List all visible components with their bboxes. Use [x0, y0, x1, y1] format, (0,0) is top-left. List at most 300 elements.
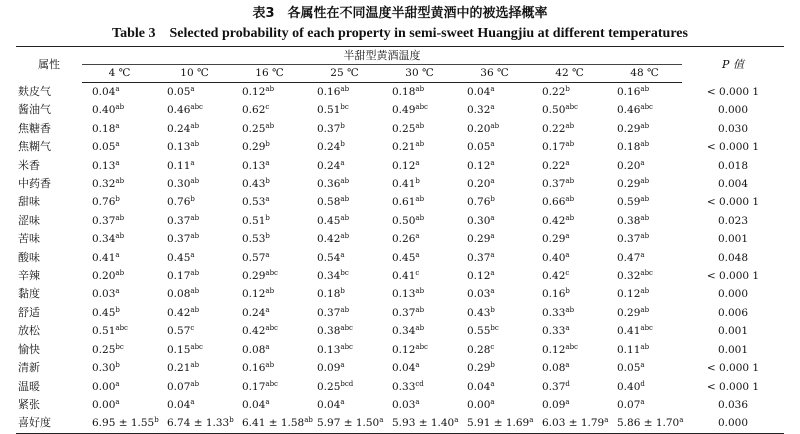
cell-value	[457, 157, 532, 175]
significance-letter: b	[490, 195, 495, 204]
cell-value	[532, 341, 607, 359]
cell-value	[82, 138, 157, 156]
cell-value	[532, 322, 607, 340]
value-number: 0.49	[392, 104, 416, 117]
value-number: 0.51	[92, 325, 116, 338]
cell-value	[457, 304, 532, 322]
header-temp-16: 16 ℃	[232, 65, 307, 83]
value-number: 0.45	[392, 251, 416, 264]
significance-letter: a	[115, 287, 120, 296]
significance-letter: abc	[265, 379, 278, 388]
significance-letter: b	[340, 287, 345, 296]
significance-letter: ab	[190, 287, 200, 296]
significance-letter: b	[490, 361, 495, 370]
cell-value	[82, 285, 157, 303]
cell-value	[607, 83, 682, 102]
cell-value	[232, 175, 307, 193]
significance-letter: d	[640, 379, 645, 388]
cell-value	[607, 414, 682, 433]
significance-letter: c	[265, 103, 270, 112]
significance-letter: cd	[415, 379, 424, 388]
value-number: 0.22	[542, 159, 566, 172]
value-number: 6.95 ± 1.55	[92, 417, 155, 430]
value-number: 0.29	[467, 362, 491, 375]
cell-value	[307, 304, 382, 322]
significance-letter: b	[190, 195, 195, 204]
cell-value	[607, 378, 682, 396]
value-number: 0.17	[242, 380, 266, 393]
significance-letter: ab	[265, 361, 275, 370]
value-number: 0.18	[617, 141, 641, 154]
cell-attribute: 温暖	[18, 379, 40, 393]
significance-letter: a	[490, 140, 495, 149]
cell-value	[457, 378, 532, 396]
value-number: 0.37	[167, 233, 191, 246]
value-number: 0.37	[317, 122, 341, 135]
significance-letter: a	[115, 85, 120, 93]
cell-value	[82, 414, 157, 433]
value-number: 0.38	[317, 325, 341, 338]
table-row	[16, 212, 784, 230]
significance-letter: a	[490, 85, 495, 93]
value-number: 0.13	[242, 159, 266, 172]
significance-letter: a	[415, 361, 420, 370]
significance-letter: a	[415, 250, 420, 259]
cell-value	[607, 304, 682, 322]
significance-letter: ab	[415, 305, 425, 314]
significance-letter: a	[490, 158, 495, 167]
cell-attribute: 涩味	[18, 213, 40, 227]
cell-value	[307, 341, 382, 359]
table-row	[16, 414, 784, 433]
significance-letter: ab	[115, 232, 125, 241]
cell-value	[157, 359, 232, 377]
cell-value	[82, 193, 157, 211]
value-number: 0.26	[392, 233, 416, 246]
significance-letter: a	[679, 416, 684, 425]
cell-value	[232, 83, 307, 102]
significance-letter: ab	[415, 324, 425, 333]
value-number: 0.37	[617, 233, 641, 246]
value-number: 0.40	[92, 104, 116, 117]
cell-value	[607, 193, 682, 211]
cell-value	[232, 193, 307, 211]
cell-attribute: 麸皮气	[18, 84, 51, 98]
cell-value	[307, 120, 382, 138]
value-number: 0.21	[167, 362, 191, 375]
significance-letter: ab	[565, 305, 575, 314]
cell-value	[382, 120, 457, 138]
cell-value	[532, 304, 607, 322]
cell-value	[157, 83, 232, 102]
value-number: 0.32	[467, 104, 491, 117]
significance-letter: a	[115, 121, 120, 130]
value-number: 0.17	[167, 270, 191, 283]
value-number: 0.40	[617, 380, 641, 393]
significance-letter: a	[265, 195, 270, 204]
value-number: 0.04	[317, 398, 341, 411]
significance-letter: a	[565, 158, 570, 167]
cell-value	[607, 157, 682, 175]
value-number: 0.05	[467, 141, 491, 154]
value-number: 0.11	[617, 343, 641, 356]
value-number: 0.30	[467, 214, 491, 227]
cell-value	[382, 285, 457, 303]
table-body	[16, 83, 784, 434]
cell-value	[157, 414, 232, 433]
value-number: 0.40	[542, 251, 566, 264]
significance-letter: ab	[640, 342, 650, 351]
significance-letter: a	[340, 250, 345, 259]
significance-letter: ab	[115, 177, 125, 186]
cell-value	[157, 120, 232, 138]
cell-attribute: 放松	[18, 324, 40, 338]
value-number: 0.15	[167, 343, 191, 356]
cell-value	[157, 249, 232, 267]
value-number: 0.59	[617, 196, 641, 209]
cell-p-value: < 0.000 1	[706, 380, 760, 393]
value-number: 0.53	[242, 233, 266, 246]
header-temp-10: 10 ℃	[157, 65, 232, 83]
value-number: 0.62	[242, 104, 266, 117]
value-number: 0.47	[617, 251, 641, 264]
cell-value	[307, 175, 382, 193]
cell-value	[232, 157, 307, 175]
significance-letter: ab	[565, 213, 575, 222]
significance-letter: ab	[640, 213, 650, 222]
table-row	[16, 175, 784, 193]
significance-letter: ab	[640, 305, 650, 314]
table-row	[16, 322, 784, 340]
table-row	[16, 138, 784, 156]
header-temp-30: 30 ℃	[382, 65, 457, 83]
cell-value	[607, 212, 682, 230]
value-number: 0.28	[467, 343, 491, 356]
significance-letter: ab	[490, 121, 500, 130]
significance-letter: abc	[565, 103, 578, 112]
cell-value	[157, 396, 232, 414]
cell-value	[457, 285, 532, 303]
cell-value	[307, 138, 382, 156]
value-number: 0.07	[617, 398, 641, 411]
significance-letter: ab	[415, 213, 425, 222]
significance-letter: ab	[565, 121, 575, 130]
cell-attribute: 喜好度	[16, 414, 82, 433]
header-attribute: 属性	[16, 47, 82, 83]
significance-letter: ab	[340, 213, 350, 222]
cell-value	[607, 341, 682, 359]
significance-letter: ab	[265, 121, 275, 130]
table-row	[16, 157, 784, 175]
table-row	[16, 83, 784, 102]
value-number: 0.30	[167, 178, 191, 191]
value-number: 0.37	[467, 251, 491, 264]
cell-value	[307, 322, 382, 340]
value-number: 0.04	[467, 380, 491, 393]
significance-letter: b	[115, 361, 120, 370]
value-number: 0.43	[242, 178, 266, 191]
value-number: 0.41	[392, 270, 416, 283]
cell-value	[307, 378, 382, 396]
significance-letter: abc	[190, 342, 203, 351]
value-number: 0.12	[542, 343, 566, 356]
value-number: 0.51	[242, 214, 266, 227]
cell-p-value: < 0.000 1	[706, 196, 760, 209]
significance-letter: b	[490, 305, 495, 314]
value-number: 0.03	[392, 398, 416, 411]
cell-value	[382, 83, 457, 102]
cell-value	[382, 304, 457, 322]
value-number: 0.24	[317, 159, 341, 172]
value-number: 6.03 ± 1.79	[542, 417, 605, 430]
significance-letter: a	[565, 397, 570, 406]
value-number: 0.46	[167, 104, 191, 117]
significance-letter: b	[265, 177, 270, 186]
significance-letter: ab	[415, 287, 425, 296]
value-number: 0.34	[317, 270, 341, 283]
cell-attribute: 黏度	[18, 287, 40, 301]
significance-letter: a	[490, 103, 495, 112]
value-number: 0.33	[542, 306, 566, 319]
significance-letter: a	[190, 85, 195, 93]
value-number: 0.09	[317, 362, 341, 375]
cell-value	[532, 101, 607, 119]
value-number: 0.08	[542, 362, 566, 375]
significance-letter: bc	[490, 324, 499, 333]
cell-value	[457, 341, 532, 359]
significance-letter: a	[115, 379, 120, 388]
cell-value	[532, 267, 607, 285]
table-row	[16, 101, 784, 119]
cell-value	[232, 212, 307, 230]
significance-letter: ab	[304, 416, 313, 425]
value-number: 0.55	[467, 325, 491, 338]
value-number: 0.13	[92, 159, 116, 172]
value-number: 0.37	[542, 380, 566, 393]
cell-value	[307, 157, 382, 175]
cell-value	[607, 249, 682, 267]
cell-value	[82, 157, 157, 175]
value-number: 0.34	[92, 233, 116, 246]
value-number: 0.12	[467, 270, 491, 283]
significance-letter: abc	[265, 269, 278, 278]
significance-letter: bc	[340, 269, 349, 278]
significance-letter: bc	[115, 342, 124, 351]
significance-letter: abc	[415, 342, 428, 351]
cell-attribute: 酸味	[18, 250, 40, 264]
cell-value	[532, 378, 607, 396]
value-number: 0.29	[617, 306, 641, 319]
significance-letter: a	[415, 232, 420, 241]
cell-attribute: 甜味	[18, 195, 40, 209]
significance-letter: a	[265, 250, 270, 259]
significance-letter: b	[565, 85, 570, 93]
significance-letter: b	[340, 121, 345, 130]
cell-value	[532, 212, 607, 230]
significance-letter: a	[379, 416, 384, 425]
significance-letter: ab	[190, 232, 200, 241]
significance-letter: a	[640, 158, 645, 167]
table-row	[16, 396, 784, 414]
cell-value	[82, 396, 157, 414]
value-number: 0.29	[467, 233, 491, 246]
table-row	[16, 378, 784, 396]
cell-value	[157, 101, 232, 119]
cell-value	[307, 359, 382, 377]
significance-letter: c	[190, 324, 195, 333]
cell-p-value: < 0.000 1	[706, 85, 760, 98]
significance-letter: b	[415, 177, 420, 186]
cell-value	[232, 249, 307, 267]
cell-value	[307, 285, 382, 303]
value-number: 0.61	[392, 196, 416, 209]
value-number: 0.32	[92, 178, 116, 191]
value-number: 0.42	[542, 214, 566, 227]
cell-value	[232, 230, 307, 248]
header-p-value	[682, 47, 784, 83]
cell-value	[307, 101, 382, 119]
significance-letter: ab	[565, 140, 575, 149]
header-temp-4: 4 ℃	[82, 65, 157, 83]
cell-value	[232, 378, 307, 396]
cell-p-value: < 0.000 1	[706, 362, 760, 375]
cell-value	[157, 322, 232, 340]
cell-value	[82, 267, 157, 285]
significance-letter: d	[565, 379, 570, 388]
value-number: 0.05	[167, 86, 191, 98]
value-number: 0.04	[242, 398, 266, 411]
value-number: 0.12	[242, 288, 266, 301]
significance-letter: a	[490, 269, 495, 278]
value-number: 0.18	[317, 288, 341, 301]
cell-value	[382, 230, 457, 248]
value-number: 0.21	[392, 141, 416, 154]
value-number: 0.34	[392, 325, 416, 338]
significance-letter: b	[265, 232, 270, 241]
cell-p-value: 0.023	[717, 214, 749, 227]
cell-value	[232, 101, 307, 119]
probability-table	[16, 46, 784, 434]
value-number: 0.03	[92, 288, 116, 301]
cell-value	[232, 396, 307, 414]
cell-value	[307, 212, 382, 230]
cell-value	[82, 322, 157, 340]
significance-letter: abc	[340, 342, 353, 351]
significance-letter: c	[415, 269, 420, 278]
cell-value	[532, 359, 607, 377]
table-title-cn: 表3 各属性在不同温度半甜型黄酒中的被选择概率	[252, 6, 548, 21]
significance-letter: b	[265, 213, 270, 222]
value-number: 0.42	[167, 306, 191, 319]
cell-value	[232, 285, 307, 303]
value-number: 0.29	[242, 141, 266, 154]
cell-value	[157, 138, 232, 156]
cell-value	[382, 396, 457, 414]
cell-p-value: < 0.000 1	[706, 141, 760, 154]
value-number: 0.05	[92, 141, 116, 154]
cell-value	[157, 212, 232, 230]
value-number: 0.42	[317, 233, 341, 246]
significance-letter: ab	[190, 177, 200, 186]
significance-letter: ab	[415, 121, 425, 130]
value-number: 0.42	[242, 325, 266, 338]
cell-value	[457, 396, 532, 414]
significance-letter: a	[490, 213, 495, 222]
value-number: 0.20	[617, 159, 641, 172]
value-number: 0.37	[392, 306, 416, 319]
cell-value	[532, 230, 607, 248]
value-number: 0.37	[317, 306, 341, 319]
value-number: 0.11	[167, 159, 191, 172]
cell-p-value: 0.036	[717, 398, 749, 411]
value-number: 0.20	[92, 270, 116, 283]
cell-value	[82, 359, 157, 377]
value-number: 0.76	[467, 196, 491, 209]
value-number: 0.12	[242, 86, 266, 98]
cell-value	[457, 249, 532, 267]
value-number: 0.41	[92, 251, 116, 264]
cell-p-value: 0.000	[682, 414, 784, 433]
value-number: 0.30	[92, 362, 116, 375]
value-number: 0.57	[242, 251, 266, 264]
cell-value	[607, 322, 682, 340]
header-p-value-text: P 值	[722, 58, 744, 72]
cell-value	[532, 120, 607, 138]
significance-letter: ab	[115, 213, 125, 222]
cell-value	[82, 120, 157, 138]
significance-letter: abc	[340, 324, 353, 333]
significance-letter: a	[265, 158, 270, 167]
significance-letter: a	[604, 416, 609, 425]
value-number: 5.91 ± 1.69	[467, 417, 530, 430]
cell-value	[457, 101, 532, 119]
value-number: 0.29	[242, 270, 266, 283]
value-number: 0.33	[392, 380, 416, 393]
cell-attribute: 紧张	[18, 397, 40, 411]
significance-letter: ab	[340, 177, 350, 186]
significance-letter: a	[640, 361, 645, 370]
significance-letter: a	[340, 361, 345, 370]
value-number: 0.46	[617, 104, 641, 117]
cell-value	[232, 414, 313, 433]
significance-letter: b	[154, 416, 159, 425]
cell-value	[457, 359, 532, 377]
table-row	[16, 249, 784, 267]
cell-value	[607, 396, 682, 414]
cell-value	[82, 378, 157, 396]
significance-letter: ab	[190, 121, 200, 130]
cell-value	[82, 83, 157, 102]
cell-value	[607, 120, 682, 138]
significance-letter: ab	[415, 140, 425, 149]
table-row	[16, 341, 784, 359]
significance-letter: abc	[415, 103, 428, 112]
value-number: 0.57	[167, 325, 191, 338]
significance-letter: a	[565, 324, 570, 333]
value-number: 0.54	[317, 251, 341, 264]
value-number: 0.25	[92, 343, 116, 356]
cell-value	[457, 138, 532, 156]
significance-letter: b	[265, 140, 270, 149]
significance-letter: a	[190, 397, 195, 406]
value-number: 0.76	[92, 196, 116, 209]
cell-p-value: 0.004	[717, 178, 749, 191]
cell-value	[382, 414, 457, 433]
cell-value	[157, 341, 232, 359]
significance-letter: ab	[265, 287, 275, 296]
significance-letter: a	[565, 232, 570, 241]
cell-value	[382, 378, 457, 396]
